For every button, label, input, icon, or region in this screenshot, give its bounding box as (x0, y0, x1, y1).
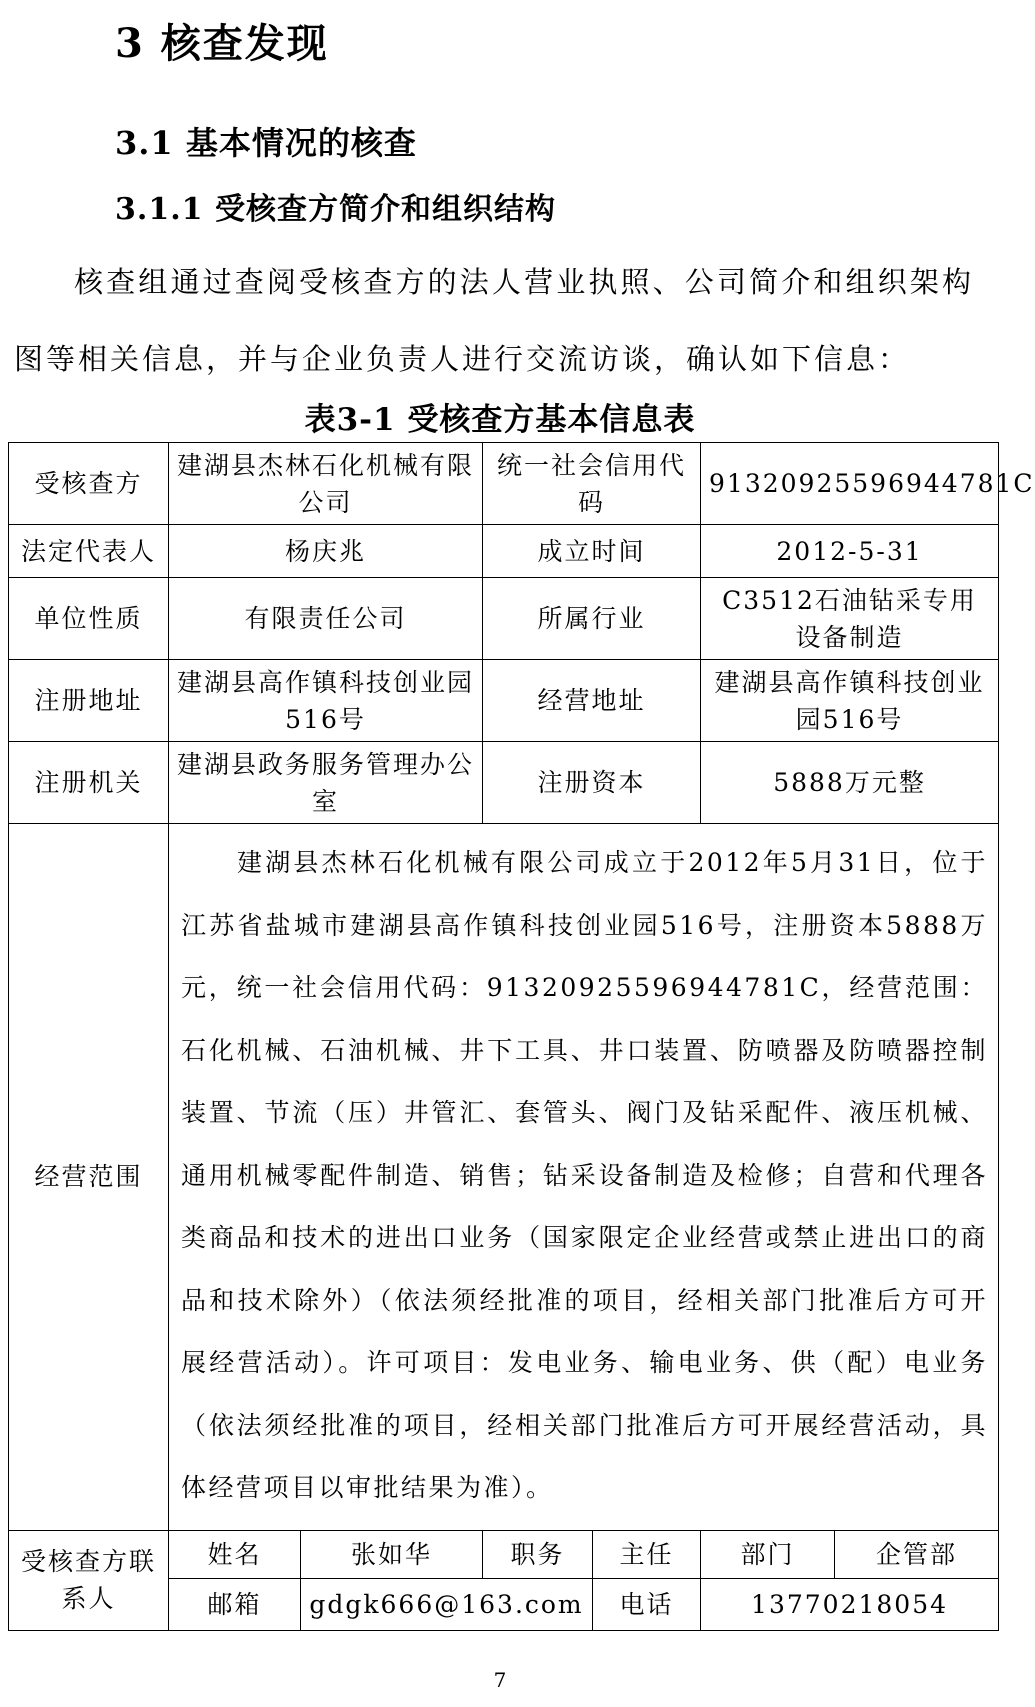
value-cell: C3512石油钻采专用设备制造 (701, 578, 999, 660)
value-cell: gdgk666@163.com (301, 1578, 593, 1630)
label-cell: 邮箱 (169, 1578, 301, 1630)
scope-text: 建湖县杰林石化机械有限公司成立于2012年5月31日，位于江苏省盐城市建湖县高作镇科技创业园516号，注册资本5888万元，统一社会信用代码：91320925596944781C，经营范围：石化机械、石油机械、井下工具、井口装置、防喷器及防喷器控制装置、节流（压）井管汇、套管头、阀门及钻采配件、液压机械、通用机械零配件制造、销售；钻采设备制造及检修；自营和代理各类商品和技术的进出口业务（国家限定企业经营或禁止进出口的商品和技术除外）（依法须经批准的项目，经相关部门批准后方可开展经营活动）。许可项目：发电业务、输电业务、供（配）电业务（依法须经批准的项目，经相关部门批准后方可开展经营活动，具体经营项目以审批结果为准）。 (181, 848, 989, 1502)
section-heading: 3 核查发现 (115, 20, 329, 67)
label-cell: 注册机关 (9, 742, 169, 824)
label-cell: 统一社会信用代码 (483, 443, 701, 525)
label-cell: 注册资本 (483, 742, 701, 824)
label-cell: 成立时间 (483, 525, 701, 578)
table-row (9, 824, 999, 1531)
scope-text-cell (169, 824, 999, 1531)
label-cell: 单位性质 (9, 578, 169, 660)
value-cell: 张如华 (301, 1530, 483, 1578)
value-cell: 建湖县政务服务管理办公室 (169, 742, 483, 824)
intro-paragraph: 核查组通过查阅受核查方的法人营业执照、公司简介和组织架构图等相关信息，并与企业负责人进行交流访谈，确认如下信息： (14, 265, 974, 376)
table-row (9, 660, 999, 742)
value-cell: 有限责任公司 (169, 578, 483, 660)
table-row (9, 525, 999, 578)
table-row (9, 742, 999, 824)
subsubsection-heading: 3.1.1 受核查方简介和组织结构 (115, 192, 556, 227)
label-cell: 法定代表人 (9, 525, 169, 578)
label-cell: 注册地址 (9, 660, 169, 742)
label-cell: 受核查方 (9, 443, 169, 525)
table-caption: 表3-1 受核查方基本信息表 (304, 402, 696, 438)
label-cell: 姓名 (169, 1530, 301, 1578)
value-cell: 建湖县杰林石化机械有限公司 (169, 443, 483, 525)
value-cell: 2012-5-31 (701, 525, 999, 578)
value-cell: 杨庆兆 (169, 525, 483, 578)
subsection-heading: 3.1 基本情况的核查 (115, 124, 417, 162)
contact-label-cell: 受核查方联系人 (9, 1530, 169, 1630)
value-cell: 5888万元整 (701, 742, 999, 824)
label-cell: 经营地址 (483, 660, 701, 742)
table-row (9, 578, 999, 660)
value-cell: 主任 (593, 1530, 701, 1578)
value-cell: 13770218054 (701, 1578, 999, 1630)
table-row (9, 1530, 999, 1578)
label-cell: 电话 (593, 1578, 701, 1630)
scope-label-cell: 经营范围 (9, 824, 169, 1531)
basic-info-table (8, 442, 1035, 1631)
page-number: 7 (493, 1668, 507, 1692)
table-row (9, 443, 999, 525)
label-cell: 部门 (701, 1530, 835, 1578)
value-cell: 91320925596944781C (701, 443, 999, 525)
value-cell: 建湖县高作镇科技创业园516号 (701, 660, 999, 742)
label-cell: 所属行业 (483, 578, 701, 660)
value-cell: 建湖县高作镇科技创业园516号 (169, 660, 483, 742)
value-cell: 企管部 (835, 1530, 999, 1578)
label-cell: 职务 (483, 1530, 593, 1578)
